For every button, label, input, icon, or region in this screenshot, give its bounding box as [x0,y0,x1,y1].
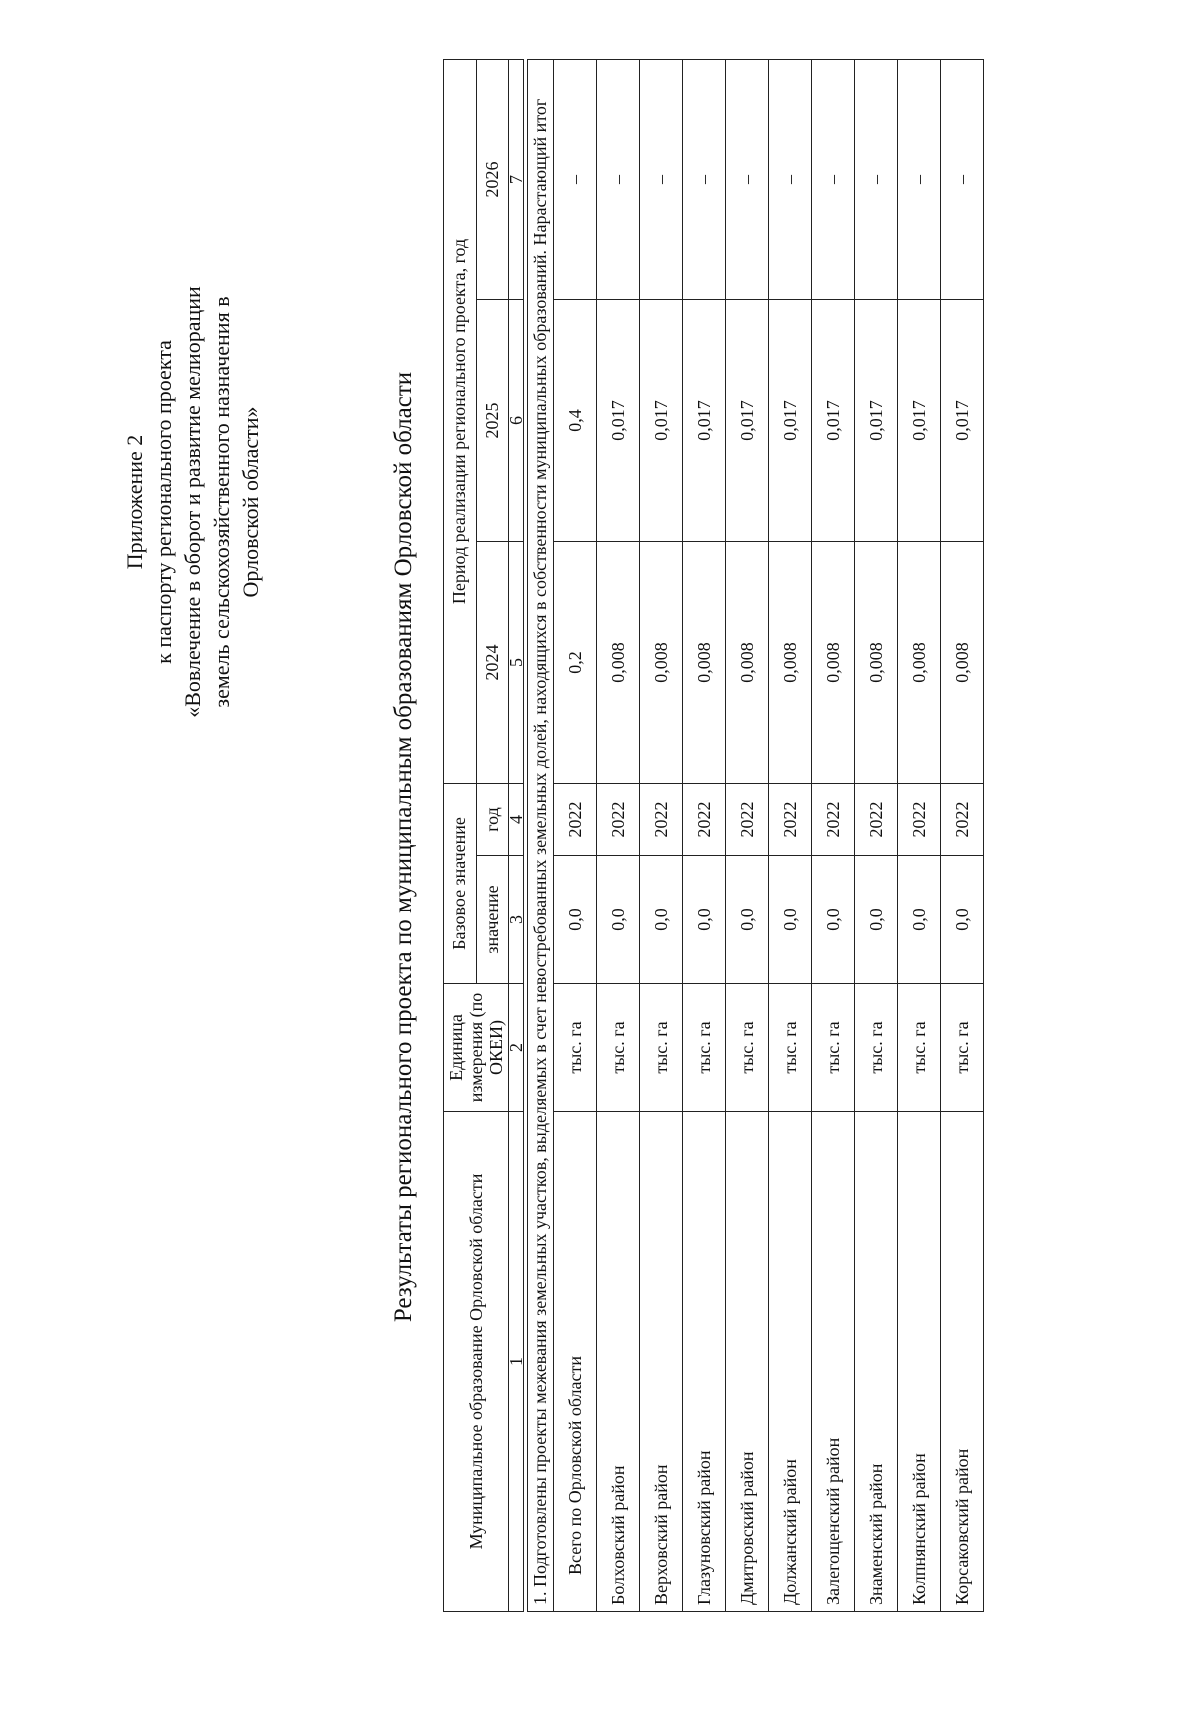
value-2026-cell: – [941,59,984,299]
annex-line: «Вовлечение в оборот и развитие мелиорации [180,286,205,718]
header-row [444,59,477,1611]
base-year-cell: 2022 [683,783,726,855]
value-2024-cell: 0,008 [898,541,941,783]
base-value-cell: 0,0 [769,856,812,984]
municipality-cell: Должанский район [769,1112,812,1612]
base-value-cell: 0,0 [726,856,769,984]
value-2026-cell: – [597,59,640,299]
column-number: 4 [509,783,524,855]
value-2026-cell: – [855,59,898,299]
table-row [597,59,640,1611]
table-row [683,59,726,1611]
header-base-value: значение [476,856,509,984]
value-2025-cell: 0,017 [941,299,984,541]
base-value-cell: 0,0 [640,856,683,984]
municipality-cell: Верховский район [640,1112,683,1612]
value-2024-cell: 0,008 [769,541,812,783]
value-2025-cell: 0,017 [726,299,769,541]
value-2024-cell: 0,008 [683,541,726,783]
header-period: Период реализации регионального проекта, год [444,59,477,783]
page-title: Результаты регионального проекта по муниципальным образованиям Орловской области [390,371,417,1323]
column-number: 7 [509,59,524,299]
value-2025-cell: 0,4 [554,299,597,541]
table-row [941,59,984,1611]
base-year-cell: 2022 [597,783,640,855]
value-2024-cell: 0,2 [554,541,597,783]
value-2024-cell: 0,008 [855,541,898,783]
annex-line: земель сельскохозяйственного назначения в [209,296,234,708]
table-row [640,59,683,1611]
table-row [898,59,941,1611]
table-row [769,59,812,1611]
municipality-cell: Колпнянский район [898,1112,941,1612]
header-year-2025: 2025 [476,299,509,541]
value-2025-cell: 0,017 [898,299,941,541]
column-number: 3 [509,856,524,984]
value-2026-cell: – [683,59,726,299]
value-2024-cell: 0,008 [640,541,683,783]
value-2025-cell: 0,017 [597,299,640,541]
unit-cell: тыс. га [941,984,984,1112]
base-year-cell: 2022 [812,783,855,855]
column-number: 6 [509,299,524,541]
value-2024-cell: 0,008 [597,541,640,783]
annex-header [120,62,265,942]
table-row [812,59,855,1611]
base-value-cell: 0,0 [683,856,726,984]
municipality-cell: Всего по Орловской области [554,1112,597,1612]
base-year-cell: 2022 [941,783,984,855]
value-2026-cell: – [726,59,769,299]
base-year-cell: 2022 [554,783,597,855]
header-base-year: год [476,783,509,855]
unit-cell: тыс. га [640,984,683,1112]
header-base: Базовое значение [444,783,477,983]
municipality-cell: Корсаковский район [941,1112,984,1612]
municipality-cell: Залегощенский район [812,1112,855,1612]
unit-cell: тыс. га [726,984,769,1112]
header-year-2024: 2024 [476,541,509,783]
base-value-cell: 0,0 [855,856,898,984]
table-row [554,59,597,1611]
unit-cell: тыс. га [597,984,640,1112]
unit-cell: тыс. га [554,984,597,1112]
unit-cell: тыс. га [769,984,812,1112]
annex-line: Орловской области» [238,406,263,598]
column-number: 1 [509,1112,524,1612]
annex-number: Приложение 2 [122,434,147,570]
base-value-cell: 0,0 [941,856,984,984]
value-2024-cell: 0,008 [812,541,855,783]
municipality-cell: Дмитровский район [726,1112,769,1612]
value-2026-cell: – [769,59,812,299]
column-number-row [509,59,524,1611]
unit-cell: тыс. га [683,984,726,1112]
column-number: 2 [509,984,524,1112]
data-rows [554,59,984,1611]
value-2024-cell: 0,008 [941,541,984,783]
unit-cell: тыс. га [812,984,855,1112]
table-row [855,59,898,1611]
base-year-cell: 2022 [726,783,769,855]
header-municipality: Муниципальное образование Орловской области [444,1112,509,1612]
base-value-cell: 0,0 [597,856,640,984]
base-year-cell: 2022 [640,783,683,855]
value-2026-cell: – [640,59,683,299]
value-2024-cell: 0,008 [726,541,769,783]
base-value-cell: 0,0 [812,856,855,984]
municipality-cell: Глазуновский район [683,1112,726,1612]
document-page [28,52,1158,1642]
value-2026-cell: – [898,59,941,299]
annex-line: к паспорту регионального проекта [151,340,176,664]
unit-cell: тыс. га [855,984,898,1112]
value-2025-cell: 0,017 [855,299,898,541]
base-year-cell: 2022 [855,783,898,855]
value-2025-cell: 0,017 [812,299,855,541]
header-year-2026: 2026 [476,59,509,299]
value-2026-cell: – [554,59,597,299]
section-row [528,59,554,1611]
base-year-cell: 2022 [769,783,812,855]
base-year-cell: 2022 [898,783,941,855]
header-unit: Единица измерения (по ОКЕИ) [444,984,509,1112]
base-value-cell: 0,0 [898,856,941,984]
value-2025-cell: 0,017 [640,299,683,541]
municipality-cell: Болховский район [597,1112,640,1612]
table-row [726,59,769,1611]
value-2025-cell: 0,017 [683,299,726,541]
municipality-cell: Знаменский район [855,1112,898,1612]
base-value-cell: 0,0 [554,856,597,984]
value-2025-cell: 0,017 [769,299,812,541]
unit-cell: тыс. га [898,984,941,1112]
value-2026-cell: – [812,59,855,299]
section-title: 1. Подготовлены проекты межевания земельных участков, выделяемых в счет невостребованных земельных долей, находящихся в собственности муниципальных образований. Нарастающий итог [528,59,554,1611]
results-table [443,59,984,1612]
column-number: 5 [509,541,524,783]
